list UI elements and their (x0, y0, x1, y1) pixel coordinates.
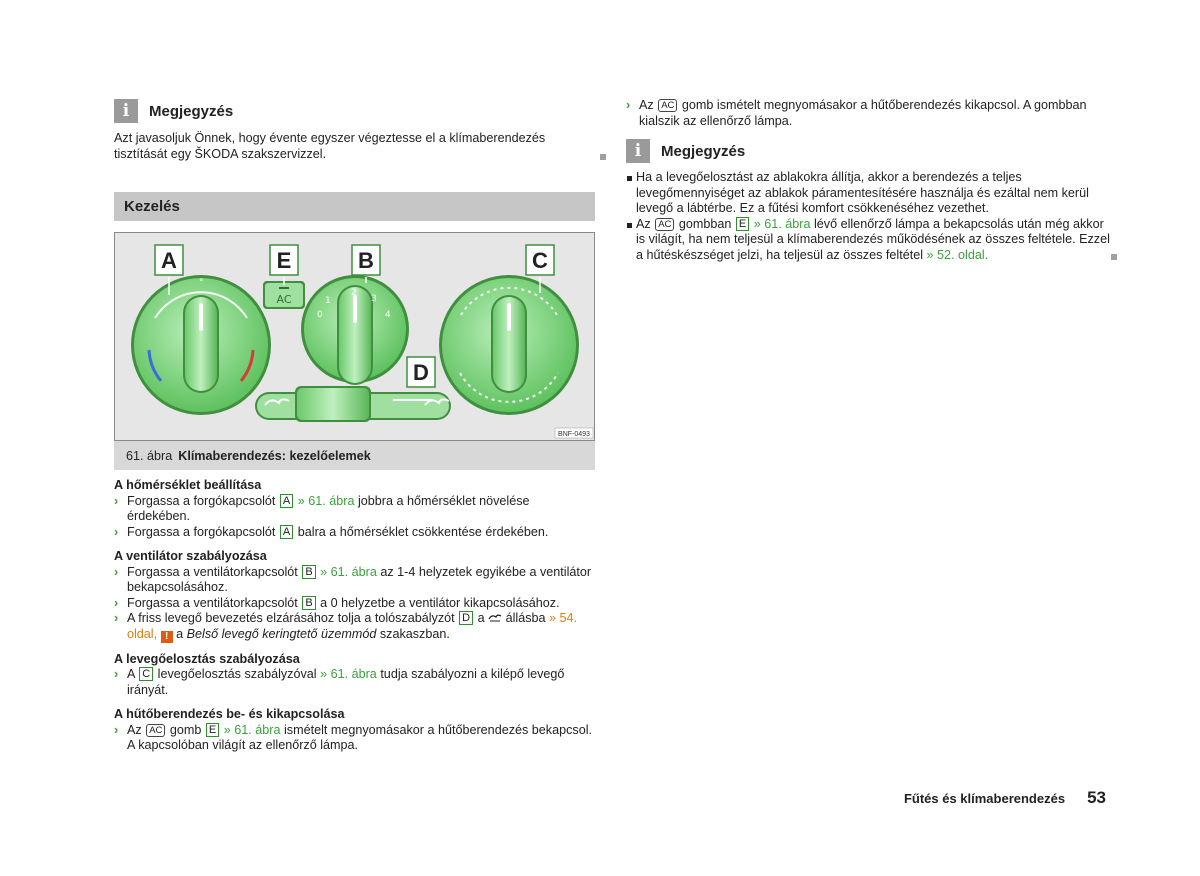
recirculation-icon (488, 613, 502, 622)
knob-a-temperature (131, 275, 271, 415)
section-header-kezeles (114, 192, 595, 221)
page-link[interactable]: » 52. oldal. (926, 247, 989, 262)
ac-button-e (263, 281, 305, 309)
svg-text:D: D (413, 360, 429, 386)
chevron-right-icon: › (114, 524, 119, 539)
page-number: 53 (1087, 788, 1106, 807)
svg-text:C: C (532, 248, 548, 274)
svg-text:E: E (276, 248, 292, 274)
chevron-right-icon: › (114, 493, 119, 508)
key-c: C (139, 667, 153, 681)
list-item: › Forgassa a ventilátorkapcsolót B a 0 helyzetbe a ventilátor kikapcsolásához. (114, 595, 560, 610)
climate-panel-illustration (115, 233, 594, 440)
label-b (352, 245, 380, 275)
end-square-icon (600, 154, 606, 160)
note-title: Megjegyzés (661, 142, 746, 160)
list-item: › Forgassa a forgókapcsolót A » 61. ábra jobbra a hőmérséklet növelése érdekében. (114, 493, 530, 524)
figure-link[interactable]: » 61. ábra (320, 564, 377, 579)
section-distribution (114, 652, 595, 699)
list-item: › A C levegőelosztás szabályzóval » 61. ábra tudja szabályozni a kilépő levegő irányát. (114, 667, 565, 697)
fan-tick-2: 2 (351, 288, 357, 299)
section-title: Kezelés (124, 198, 180, 216)
info-icon: i (114, 99, 138, 123)
section-fan (114, 549, 595, 643)
heading-distribution: A levegőelosztás szabályozása (114, 651, 300, 666)
left-column (114, 98, 595, 754)
key-e: E (736, 217, 749, 231)
label-e (270, 245, 298, 275)
chevron-right-icon: › (114, 595, 119, 610)
chevron-right-icon: › (626, 98, 631, 112)
list-item: › Az AC gomb E » 61. ábra ismételt megnyomásakor a hűtőberendezés bekapcsol. A kapcsolóban világít az ellenőrző lámpa. (114, 722, 593, 753)
chevron-right-icon: › (114, 564, 119, 579)
svg-text:A: A (161, 248, 177, 274)
heading-fan: A ventilátor szabályozása (114, 549, 267, 564)
right-column (626, 98, 1116, 263)
key-e: E (206, 723, 219, 737)
chevron-right-icon: › (114, 611, 119, 626)
note-header (626, 138, 1116, 164)
section-temperature (114, 478, 595, 540)
warning-icon: ! (161, 631, 173, 643)
section-cooling (114, 707, 595, 754)
figure-link[interactable]: » 61. ábra (223, 722, 281, 737)
note-title: Megjegyzés (149, 102, 234, 120)
chevron-right-icon: › (114, 667, 119, 682)
ac-key: AC (655, 218, 674, 231)
fan-tick-3: 3 (371, 294, 377, 305)
knob-c-air-distribution (439, 275, 579, 415)
ac-button-text: AC (276, 293, 292, 307)
figure-link[interactable]: » 61. ábra (753, 216, 811, 231)
note-text: Azt javasoljuk Önnek, hogy évente egyszer végeztesse el a klímaberendezés tisztítását egy ŠKODA szakszervizzel. (114, 131, 546, 161)
fan-tick-0: 0 (317, 310, 323, 321)
figure-link[interactable]: » 61. ábra (320, 667, 377, 682)
bullet-square-icon (627, 176, 632, 181)
page-footer (890, 788, 1106, 808)
heading-temperature: A hőmérséklet beállítása (114, 478, 262, 493)
label-c (526, 245, 554, 275)
list-item: › A friss levegő bevezetés elzárásához tolja a tolószabályzót D a állásba » 54. oldal, ! a Belső levegő keringtető üzemmód szakaszban. (114, 611, 578, 642)
label-a (155, 245, 183, 275)
key-a: A (280, 494, 293, 508)
chevron-right-icon: › (114, 722, 119, 737)
list-item: Ha a levegőelosztást az ablakokra állítja, akkor a berendezés a teljes levegőmennyiséget az ablakok páramentesítésére használja és ezáltal nem kerül levegő a lábtérbe. Ez a fűtési komfort csökkenéséhez vezethet. (626, 170, 1116, 217)
list-item: Az AC gombban E » 61. ábra lévő ellenőrző lámpa a bekapcsolás után még akkor is világít, ha nem teljesül a klímaberendezés működésének az összes feltétele. Ezzel a hűtéskészséget jelzi, ha teljesül az összes feltétel » 52. oldal. (626, 217, 1110, 264)
svg-text:B: B (358, 248, 374, 274)
page-link[interactable]: » 54. oldal, (127, 611, 578, 641)
info-icon: i (626, 139, 650, 163)
list-item: › Forgassa a ventilátorkapcsolót B » 61. ábra az 1-4 helyzetek egyikébe a ventilátor bekapcsolásához. (114, 564, 592, 595)
end-square-icon (1111, 254, 1117, 260)
heading-cooling: A hűtőberendezés be- és kikapcsolása (114, 707, 345, 722)
figure-climate-controls (114, 232, 595, 441)
note-header (114, 98, 595, 124)
list-item: › Az AC gomb ismételt megnyomásakor a hűtőberendezés kikapcsol. A gombban kialszik az ellenőrző lámpa. (626, 98, 1087, 128)
key-b: B (302, 565, 315, 579)
caption-title: Klímaberendezés: kezelőelemek (178, 448, 371, 463)
figure-link[interactable]: » 61. ábra (297, 493, 355, 508)
fan-tick-4: 4 (385, 310, 391, 321)
ac-key: AC (146, 724, 165, 737)
ac-key: AC (658, 99, 677, 112)
caption-number: 61. ábra (126, 448, 173, 463)
chapter-title: Fűtés és klímaberendezés (903, 791, 1066, 806)
figure-ref: BNF-0493 (558, 431, 590, 439)
key-b: B (302, 596, 315, 610)
figure-caption (114, 441, 595, 470)
list-item: › Forgassa a forgókapcsolót A balra a hőmérséklet csökkentése érdekében. (114, 524, 549, 539)
key-a: A (280, 525, 293, 539)
svg-text:°: ° (199, 278, 204, 289)
label-d (407, 357, 435, 387)
key-d: D (459, 611, 473, 625)
fan-tick-1: 1 (325, 296, 331, 307)
bullet-square-icon (627, 223, 632, 228)
